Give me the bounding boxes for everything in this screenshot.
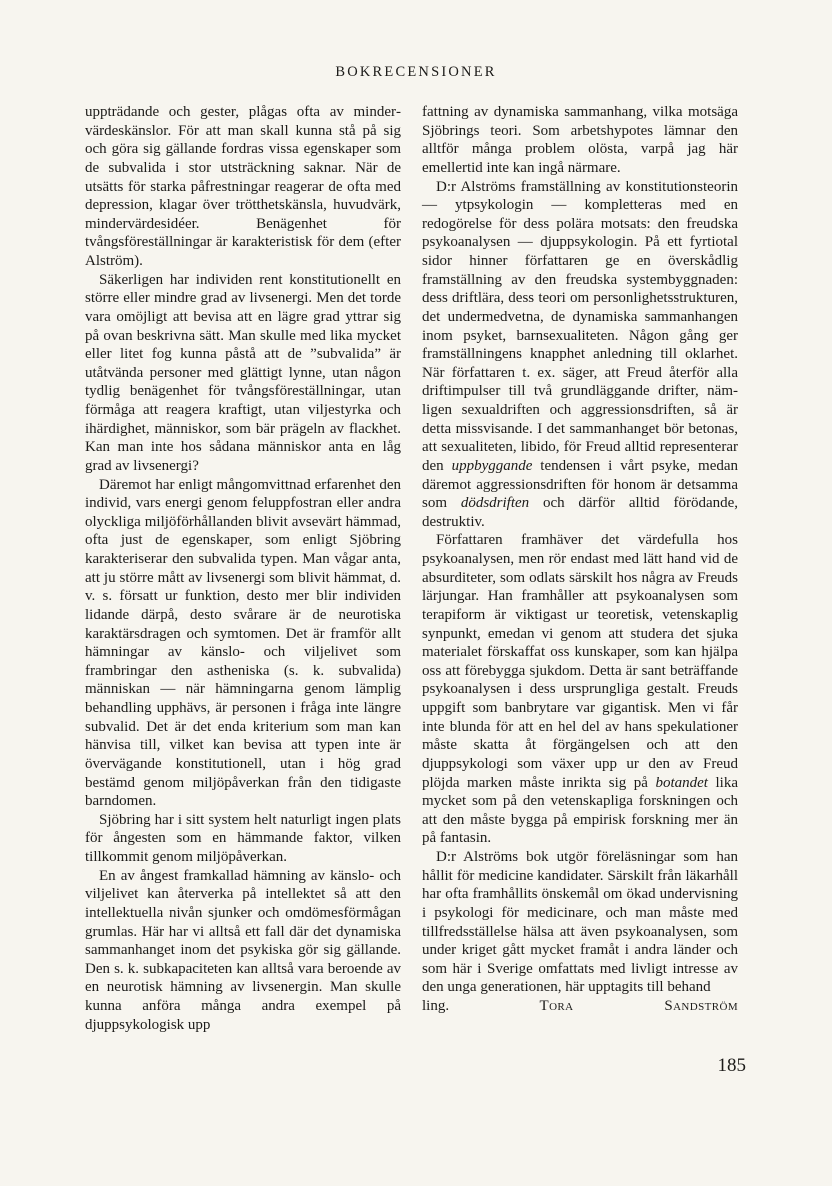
page-number: 185 [717, 1055, 746, 1076]
emphasis: uppbyggande [451, 457, 533, 474]
text-run: D:r Alströms framställning av konstitutionsteorin — ytpsykologin — kompletteras med en redogörelse för dess polära motsats: den freudska psykoanalysen — djuppsykologin. På ett fyrtiotal sidor hinner författaren ge en överskådlig framställning av den freudska systembyggnaden: dess driftlära, dess teori om personlighetsstrukturen, det undermedvetna, de dynamiska sammanhangen inom psyket, barnsexualiteten. Någon gång ger framställningens knapphet anledning till oklarhet. När författaren t. ex. säger, att Freud återför alla driftimpulser till två grundläggande drifter, nämligen sexualdriften och aggressionsdriften, så är detta missvisande. I det sammanhanget bör betonas, att sexualiteten, libido, för Freud alltid representerar den [422, 178, 738, 474]
emphasis: dödsdriften [460, 495, 530, 512]
text-run: lika mycket som på den vetenskapliga forskningen och att den måste bygga på empirisk forskning mer än på fantasin. [422, 774, 738, 847]
text-run: tendensen i vårt psyke, medan däremot aggressionsdriften för honom är detsamma som [422, 457, 739, 512]
emphasis: botandet [655, 774, 708, 791]
paragraph [422, 531, 738, 848]
paragraph: Däremot har enligt mångomvittnad erfarenhet den individ, vars energi genom feluppfostran eller andra olyckliga miljöförhållanden blivit avsevärt hämmad, ofta just de egenskaper, som enligt Sjöbring karakteriserar den subvalida typen. Man vågar anta, att ju större mått av livsenergi som blivit hämmat, d. v. s. försatt ur funktion, desto mer blir individen lidande därpå, desto svårare är de neurotiska karaktärsdragen och symtomen. Det är framför allt hämningar av känslo- och viljelivet som frambringar den astheniska (s. k. subvalida) människan — när hämningarna genom lämplig behandling upphävs, är personen i fråga inte längre subvalid. Det är det enda kriterium som man kan hänvisa till, vilket kan bevisa att typen inte är övervägande konstitutionell, utan i hög grad bestämd genom miljöpåverkan från den tidigaste barndomen. [85, 476, 401, 810]
paragraph: fattning av dynamiska sammanhang, vilka motsäga Sjöbrings teori. Som arbetshypotes lämnar den alltför många problem olösta, varpå jag här emellertid inte kan ingå närmare. [422, 104, 738, 176]
text-run: ling. [422, 998, 450, 1014]
text-run: och därför alltid förödande, destruktiv. [422, 495, 739, 530]
author-signature: Tora Sandström [539, 998, 738, 1014]
signature-line [422, 997, 738, 1016]
right-column [422, 103, 738, 1016]
paragraph: uppträdande och gester, plågas ofta av mindervärdeskänslor. För att man skall kunna stå på sig och göra sig gällande fordras vissa egenskaper som de subvalida i stor utsträckning saknar. När de utsätts för starka påfrestningar reagerar de ofta med depression, klagar över trötthetskänsla, huvudvärk, mindervärdesidéer. Benägenhet för tvångsföreställningar är karakteristisk för dem (efter Alström). [85, 104, 401, 269]
paragraph [422, 178, 738, 532]
text-run: Författaren framhäver det värdefulla hos psykoanalysen, men rör endast med lätt hand vid de absurditeter, som odlats särskilt hos några av Freuds lärjungar. Han framhåller att psykoanalysen som terapiform är viktigast ur teoretisk, vetenskaplig synpunkt, emedan vi genom att studera det sjuka materialet förskaffat oss kunskaper, som kan hjälpa oss att förebygga sjukdom. Detta är sant beträffande psykoanalysen i dess ursprungliga gestalt. Freuds uppgift som banbrytare var gigantisk. Men vi får inte blunda för att en hel del av hans spekulationer måste skatta åt förgängelsen och att den djuppsykologi som växer upp ur den av Freud plöjda marken måste inrikta sig på [422, 532, 738, 791]
paragraph: Sjöbring har i sitt system helt naturligt ingen plats för ångesten som en hämmande faktor, vilken tillkommit genom miljöpåverkan. [85, 811, 401, 865]
paragraph: Säkerligen har individen rent konstitutionellt en större eller mindre grad av livsenergi. Men det torde vara omöjligt att bevisa att en lägre grad yttrar sig på ovan beskrivna sätt. Man skulle med lika mycket eller litet fog kunna påstå att de ”subvalida” är utåtvända personer med glättigt lynne, utan någon tydlig benägenhet för tvångsföreställningar, utan förmåga att reagera kraftigt, utan viljestyrka och ihärdighet, människor, som bär prägeln av flackhet. Kan man inte hos sådana människor anta en låg grad av livsenergi? [85, 271, 401, 474]
running-head: BOKRECENSIONER [335, 64, 497, 80]
paragraph: En av ångest framkallad hämning av känslo- och viljelivet kan återverka på intellektet så att den intellektuella nivån sjunker och omdömesförmågan grumlas. Här har vi alltså ett fall där det dynamiska sammanhanget inom det psykiska gör sig gällande. Den s. k. subkapaciteten kan alltså vara beroende av en neurotisk hämning av livsenergin. Man skulle kunna anföra många andra exempel på djuppsykologisk upp [85, 867, 401, 1033]
paragraph: D:r Alströms bok utgör föreläsningar som han hållit för medicine kandidater. Särskilt från läkarhåll har ofta framhållits önskemål om ökad undervisning i psykologi för medicinare, och man måste med tillfredsställelse hälsa att även psykoanalysen, som under kriget gått mycket framåt i andra länder och som här i Sverige omfattats med livligt intresse av den unga generationen, här upptagits till behand [422, 849, 738, 996]
left-column [85, 103, 401, 1034]
